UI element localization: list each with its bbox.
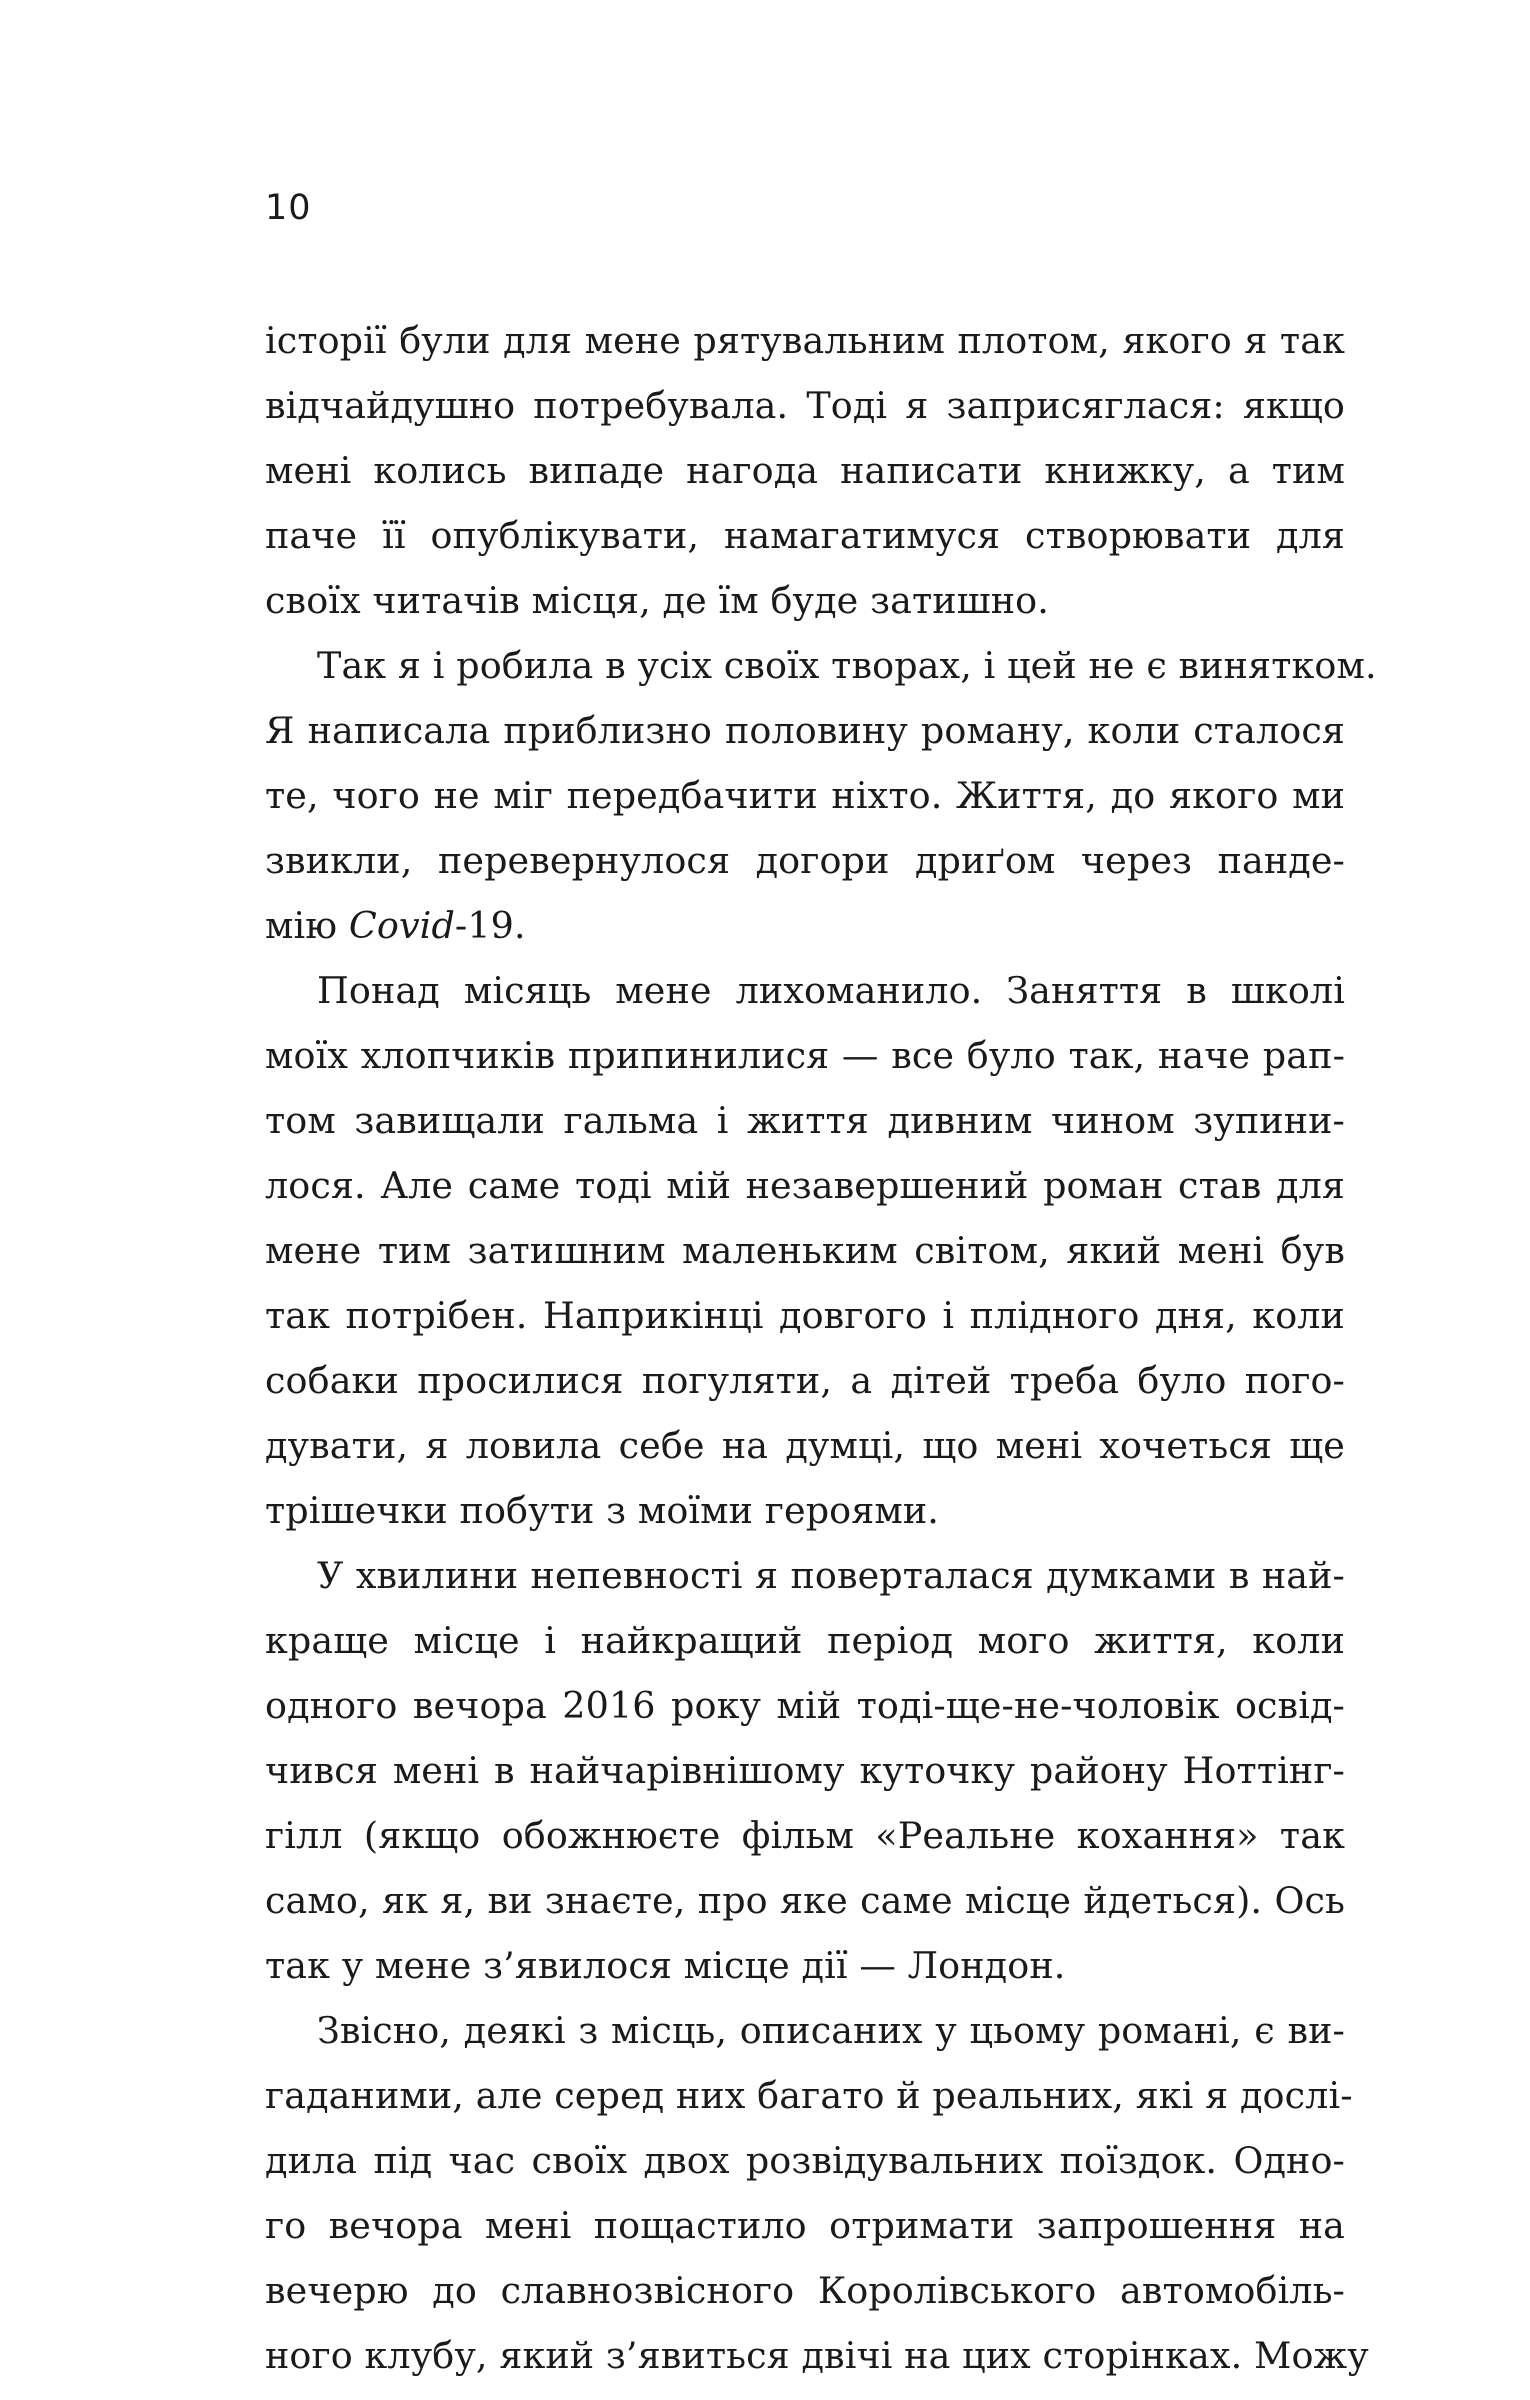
paragraph — [265, 633, 1377, 958]
text-segment: так потрібен. Наприкінці довгого і плідного дня, коли — [265, 1294, 1345, 1337]
text-segment: своїх читачів місця, де їм буде затишно. — [265, 579, 1049, 622]
text-segment: гаданими, але серед них багато й реальних, які я дослі- — [265, 2074, 1353, 2117]
text-line — [265, 893, 1345, 958]
text-segment: -19. — [454, 904, 526, 947]
text-segment: дила під час своїх двох розвідувальних поїздок. Одно- — [265, 2139, 1345, 2182]
text-line — [265, 1933, 1345, 1998]
text-line — [265, 2193, 1345, 2258]
paragraph — [265, 1543, 1345, 1998]
text-line — [265, 1218, 1345, 1283]
text-line — [265, 1283, 1345, 1348]
page-number: 10 — [265, 188, 312, 228]
text-line — [265, 1088, 1345, 1153]
text-segment: Звісно, деякі з місць, описаних у цьому романі, є ви- — [317, 2009, 1345, 2052]
text-segment: собаки просилися погуляти, а дітей треба було пого- — [265, 1359, 1345, 1402]
text-line — [265, 1413, 1345, 1478]
text-line — [265, 1998, 1345, 2063]
text-line — [265, 308, 1345, 373]
text-line — [265, 1348, 1345, 1413]
text-line — [265, 503, 1345, 568]
text-line — [265, 1153, 1345, 1218]
paragraph — [265, 958, 1345, 1543]
text-line — [265, 2323, 1369, 2388]
text-line — [265, 828, 1345, 893]
text-line — [265, 1673, 1345, 1738]
text-segment: так у мене з’явилося місце дії — Лондон. — [265, 1944, 1066, 1987]
text-segment: Так я і робила в усіх своїх творах, і цей не є винятком. — [317, 644, 1377, 687]
text-segment: мію — [265, 904, 349, 947]
text-segment: Я написала приблизно половину роману, коли сталося — [265, 709, 1345, 752]
text-line — [265, 373, 1345, 438]
text-segment: го вечора мені пощастило отримати запрошення на — [265, 2204, 1345, 2247]
text-line — [265, 2128, 1345, 2193]
text-segment: те, чого не міг передбачити ніхто. Життя, до якого ми — [265, 774, 1345, 817]
text-segment: моїх хлопчиків припинилися — все було так, наче рап- — [265, 1034, 1345, 1077]
text-line — [265, 763, 1345, 828]
text-segment: гілл (якщо обожнюєте фільм «Реальне кохання» так — [265, 1814, 1345, 1857]
text-segment: паче її опублікувати, намагатимуся створювати для — [265, 514, 1345, 557]
text-line — [265, 1738, 1345, 1803]
text-line — [265, 1478, 1345, 1543]
text-segment: Понад місяць мене лихоманило. Заняття в школі — [317, 969, 1345, 1012]
text-line — [265, 633, 1377, 698]
text-segment: мене тим затишним маленьким світом, який мені був — [265, 1229, 1345, 1272]
text-line — [265, 1868, 1345, 1933]
text-segment: том завищали гальма і життя дивним чином зупини- — [265, 1099, 1345, 1142]
text-line — [265, 2258, 1345, 2323]
text-line — [265, 1023, 1345, 1088]
text-segment: чився мені в найчарівнішому куточку району Ноттінг- — [265, 1749, 1345, 1792]
text-segment: трішечки побути з моїми героями. — [265, 1489, 939, 1532]
text-line — [265, 2063, 1353, 2128]
text-line — [265, 1608, 1345, 1673]
text-line — [265, 438, 1345, 503]
text-segment: історії були для мене рятувальним плотом, якого я так — [265, 319, 1345, 362]
text-line — [265, 1803, 1345, 1868]
text-segment: звикли, перевернулося догори дриґом через панде- — [265, 839, 1345, 882]
text-segment: дувати, я ловила себе на думці, що мені хочеться ще — [265, 1424, 1345, 1467]
text-segment: лося. Але саме тоді мій незавершений роман став для — [265, 1164, 1345, 1207]
text-line — [265, 568, 1345, 633]
text-segment: мені колись випаде нагода написати книжку, а тим — [265, 449, 1345, 492]
text-line — [265, 958, 1345, 1023]
text-segment: ного клубу, який з’явиться двічі на цих сторінках. Можу — [265, 2334, 1369, 2377]
text-line — [265, 698, 1345, 763]
text-segment: краще місце і найкращий період мого життя, коли — [265, 1619, 1345, 1662]
body-text — [265, 308, 1377, 2388]
text-segment: одного вечора 2016 року мій тоді-ще-не-чоловік освід- — [265, 1684, 1345, 1727]
text-segment: У хвилини непевності я поверталася думками в най- — [317, 1554, 1345, 1597]
text-segment: відчайдушно потребувала. Тоді я заприсяглася: якщо — [265, 384, 1345, 427]
text-line — [265, 1543, 1345, 1608]
italic-term: Covid — [348, 904, 455, 947]
text-segment: вечерю до славнозвісного Королівського автомобіль- — [265, 2269, 1345, 2312]
text-segment: само, як я, ви знаєте, про яке саме місце йдеться). Ось — [265, 1879, 1345, 1922]
paragraph — [265, 1998, 1369, 2388]
paragraph — [265, 308, 1345, 633]
